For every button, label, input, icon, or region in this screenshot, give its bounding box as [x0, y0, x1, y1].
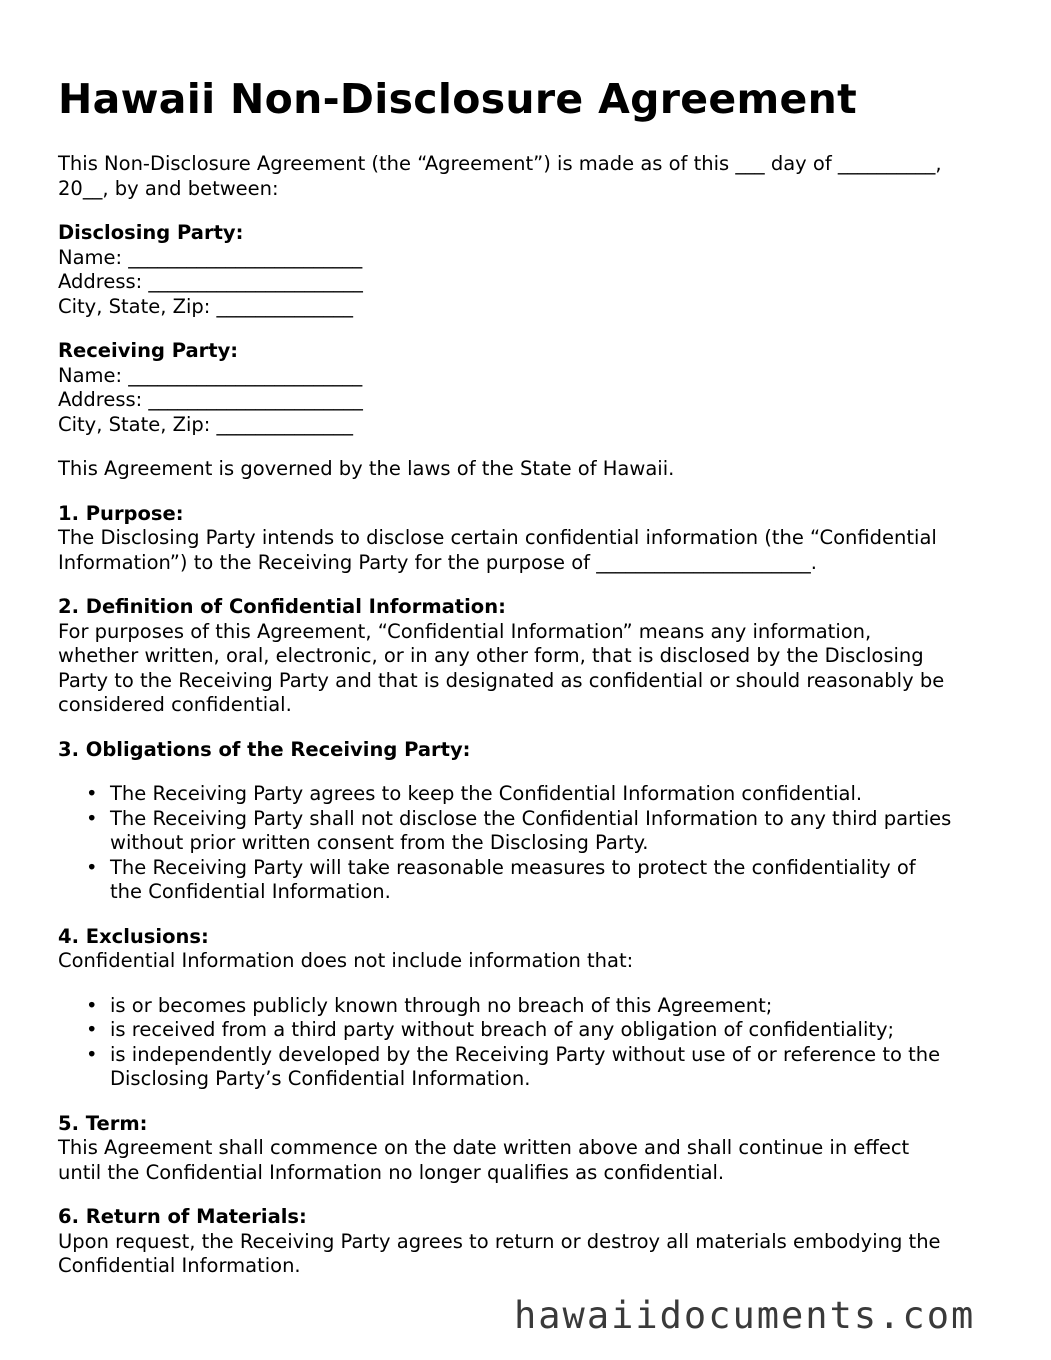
list-item-text: The Receiving Party agrees to keep the Confidential Information confidential. [110, 782, 863, 805]
site-watermark: hawaiidocuments.com [514, 1294, 976, 1337]
section-exclusions [58, 925, 998, 974]
section-text-line: For purposes of this Agreement, “Confidential Information” means any information, [58, 619, 872, 643]
list-item-text: The Receiving Party will take reasonable measures to protect the confidentiality of [110, 855, 916, 879]
section-text-line: Confidential Information. [58, 1254, 301, 1277]
list-item [86, 993, 998, 1019]
list-item [86, 1042, 998, 1092]
receiving-party-heading: Receiving Party: [58, 339, 239, 362]
section-heading: 2. Definition of Confidential Information: [58, 595, 506, 618]
governing-law-paragraph: This Agreement is governed by the laws of the State of Hawaii. [58, 457, 675, 480]
list-item-text: The Receiving Party shall not disclose the Confidential Information to any third parties [110, 806, 952, 830]
receiving-name-field: Name: ________________________ [58, 363, 363, 387]
list-item [86, 855, 998, 905]
section-heading: 4. Exclusions: [58, 924, 209, 948]
section-obligations [58, 738, 998, 763]
list-item-text: Disclosing Party’s Confidential Information. [110, 1067, 531, 1090]
section-return [58, 1205, 998, 1279]
section-heading: 6. Return of Materials: [58, 1205, 307, 1228]
section-text-line: until the Confidential Information no longer qualifies as confidential. [58, 1160, 725, 1184]
section-heading: 1. Purpose: [58, 501, 184, 525]
bullet-icon: • [86, 855, 98, 879]
exclusions-list [58, 994, 998, 1092]
section-text-line: whether written, oral, electronic, or in any other form, that is disclosed by the Disclosing [58, 644, 924, 667]
section-text-line: Upon request, the Receiving Party agrees to return or destroy all materials embodying the [58, 1229, 941, 1253]
document-page [58, 72, 998, 1279]
disclosing-party-block [58, 221, 998, 319]
list-item [86, 1018, 998, 1043]
list-item [86, 806, 998, 856]
disclosing-city-field: City, State, Zip: ______________ [58, 294, 354, 318]
section-purpose [58, 502, 998, 576]
section-text-line: This Agreement shall commence on the date written above and shall continue in effect [58, 1136, 910, 1159]
bullet-icon: • [86, 1042, 98, 1066]
bullet-icon: • [86, 782, 98, 805]
receiving-city-field: City, State, Zip: ______________ [58, 412, 354, 436]
bullet-icon: • [86, 806, 98, 830]
section-text-line: considered confidential. [58, 693, 292, 716]
disclosing-address-field: Address: ______________________ [58, 270, 363, 293]
section-text-line: Information”) to the Receiving Party for the purpose of ______________________. [58, 550, 817, 574]
list-item [86, 782, 998, 807]
receiving-party-block [58, 339, 998, 437]
list-item-text: the Confidential Information. [110, 880, 391, 903]
intro-line: This Non-Disclosure Agreement (the “Agreement”) is made as of this ___ day of __________, [58, 152, 942, 175]
document-title: Hawaii Non-Disclosure Agreement [58, 75, 858, 123]
section-heading: 3. Obligations of the Receiving Party: [58, 737, 471, 761]
disclosing-party-heading: Disclosing Party: [58, 221, 244, 244]
list-item-text: is independently developed by the Receiving Party without use of or reference to the [110, 1042, 941, 1066]
section-heading: 5. Term: [58, 1111, 148, 1135]
disclosing-name-field: Name: ________________________ [58, 245, 363, 269]
receiving-address-field: Address: ______________________ [58, 388, 363, 411]
obligations-list [58, 782, 998, 905]
bullet-icon: • [86, 1018, 98, 1041]
section-definition [58, 595, 998, 718]
section-text-line: Party to the Receiving Party and that is designated as confidential or should reasonably be [58, 668, 945, 692]
section-text-line: Confidential Information does not include information that: [58, 949, 634, 972]
section-term [58, 1112, 998, 1186]
list-item-text: without prior written consent from the Disclosing Party. [110, 831, 649, 854]
section-text-line: The Disclosing Party intends to disclose certain confidential information (the “Confidential [58, 526, 937, 549]
bullet-icon: • [86, 993, 98, 1017]
intro-paragraph [58, 152, 998, 201]
list-item-text: is or becomes publicly known through no breach of this Agreement; [110, 993, 773, 1017]
intro-line: 20__, by and between: [58, 176, 279, 200]
list-item-text: is received from a third party without breach of any obligation of confidentiality; [110, 1018, 895, 1041]
